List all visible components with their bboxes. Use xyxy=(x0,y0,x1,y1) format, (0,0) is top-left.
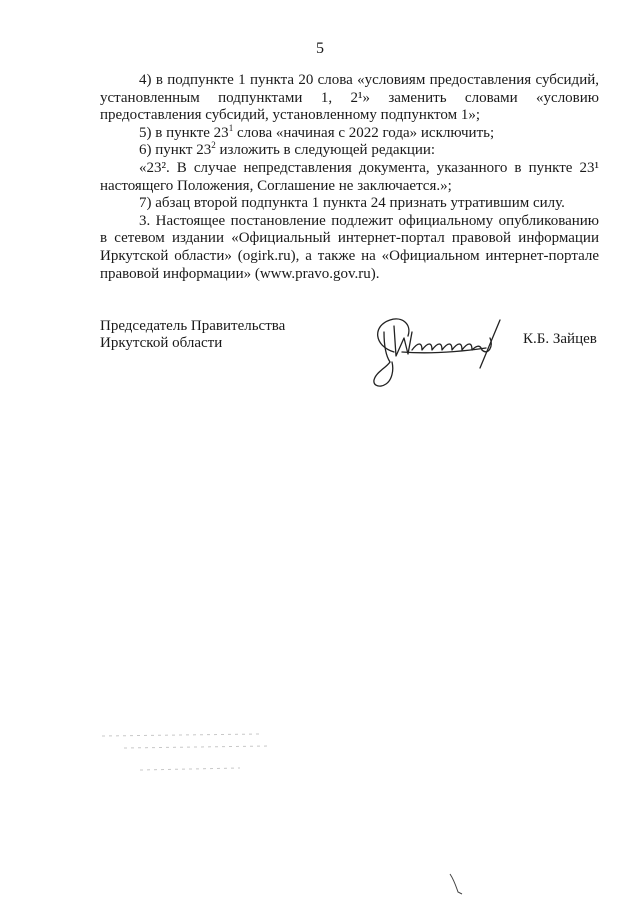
page-number: 5 xyxy=(316,40,324,57)
signatory-title xyxy=(100,318,285,352)
paragraph-item-5 xyxy=(100,122,599,143)
document-body xyxy=(100,72,599,283)
handwritten-signature xyxy=(368,310,513,390)
paragraph-item-5-text-start: 5) в пункте 23 xyxy=(139,124,229,141)
paragraph-item-7: 7) абзац второй подпункта 1 пункта 24 признать утратившим силу. xyxy=(139,195,565,212)
paragraph-item-4: 4) в подпункте 1 пункта 20 слова «условиям предоставления субсидий, установленным подпунктами 1, 2¹» заменить словами «условию предоставления субсидий, установленному подпунктом 1»; xyxy=(100,72,599,124)
corner-mark xyxy=(448,872,468,896)
superscript: 1 xyxy=(228,122,234,133)
paragraph-item-6-text-end: изложить в следующей редакции: xyxy=(215,142,436,159)
quoted-new-clause: «23². В случае непредставления документа, указанного в пункте 23¹ настоящего Положения, Соглашение не заключается.»; xyxy=(100,159,599,194)
faint-stamp-mark xyxy=(100,730,280,780)
signatory-title-line-1: Председатель Правительства xyxy=(100,318,286,334)
paragraph-item-6 xyxy=(100,142,599,160)
superscript: 2 xyxy=(211,140,216,151)
paragraph-publication: 3. Настоящее постановление подлежит официальному опубликованию в сетевом издании «Официальный интернет-портал правовой информации Иркутской области» (ogirk.ru), а также на «Официальном интернет-портале правовой информации» (www.pravo.gov.ru). xyxy=(100,212,599,282)
signatory-title-line-2: Иркутской области xyxy=(100,335,223,351)
signatory-name: К.Б. Зайцев xyxy=(523,331,597,347)
paragraph-item-6-text-start: 6) пункт 23 xyxy=(139,142,212,159)
paragraph-item-5-text-end: слова «начиная с 2022 года» исключить; xyxy=(233,124,495,141)
